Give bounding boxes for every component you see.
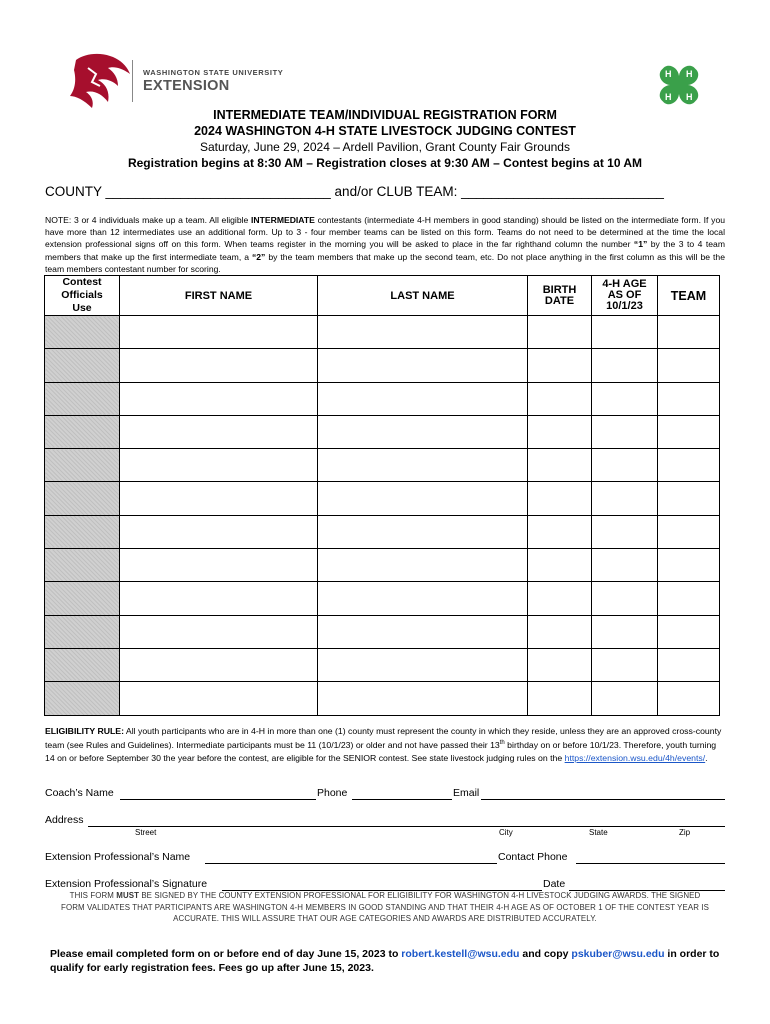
- table-row: [45, 349, 720, 382]
- note-text: by the team members that make up the second team, etc. Do not place anything in the first column as this will be the team members contestant number for scoring.: [45, 251, 725, 274]
- address-label: Address: [45, 814, 84, 826]
- team-note: [45, 214, 725, 275]
- team-cell[interactable]: [658, 549, 720, 582]
- age-cell[interactable]: [592, 682, 658, 715]
- table-row: [45, 515, 720, 548]
- birth-date-cell[interactable]: [528, 615, 592, 648]
- note-text: by the 3 to 4 team members that make up the first intermediate team, a: [45, 239, 725, 262]
- table-row: [45, 682, 720, 715]
- contest-officials-cell: [45, 349, 120, 382]
- email-field[interactable]: [481, 799, 725, 800]
- street-label: Street: [135, 828, 157, 837]
- eligibility-text: birthday on or before 10/1/23. Therefore, youth turning 14 on or before September 30 the year before the contest, are eligible for the SENIOR contest. See state livestock judging rules on the: [45, 740, 717, 763]
- ext-signature-label: Extension Professional’s Signature: [45, 878, 208, 890]
- first-name-cell[interactable]: [120, 582, 318, 615]
- county-field[interactable]: ______________________________: [105, 184, 331, 199]
- note-text: NOTE: 3 or 4 individuals make up a team. All eligible: [45, 215, 252, 225]
- last-name-cell[interactable]: [318, 615, 528, 648]
- email-label: Email: [453, 787, 480, 799]
- contact-phone-field[interactable]: [576, 863, 725, 864]
- first-name-cell[interactable]: [120, 316, 318, 349]
- contest-officials-cell: [45, 449, 120, 482]
- disclaimer-text: THIS FORM: [69, 891, 117, 900]
- contest-title: 2024 WASHINGTON 4-H STATE LIVESTOCK JUDGING CONTEST: [194, 124, 576, 138]
- last-name-cell[interactable]: [318, 449, 528, 482]
- note-number-1: “1”: [633, 239, 648, 250]
- first-name-cell[interactable]: [120, 615, 318, 648]
- age-cell[interactable]: [592, 615, 658, 648]
- table-row: [45, 549, 720, 582]
- club-team-field[interactable]: ___________________________: [461, 184, 664, 199]
- team-cell[interactable]: [658, 316, 720, 349]
- first-name-cell[interactable]: [120, 415, 318, 448]
- first-name-cell[interactable]: [120, 648, 318, 681]
- age-cell[interactable]: [592, 316, 658, 349]
- svg-text:H: H: [665, 92, 672, 102]
- header-contest-officials: Contest Officials Use: [45, 276, 120, 316]
- state-label: State: [589, 828, 608, 837]
- first-name-cell[interactable]: [120, 549, 318, 582]
- age-cell[interactable]: [592, 515, 658, 548]
- last-name-cell[interactable]: [318, 482, 528, 515]
- last-name-cell[interactable]: [318, 682, 528, 715]
- eligibility-rule: [45, 725, 725, 764]
- note-number-2: “2”: [251, 251, 266, 262]
- note-text: contestants (intermediate 4-H members in good standing) should be listed on the intermediate form. If you have more than 12 intermediates use an additional form. Up to 3 - four member teams can be listed on this form. Teams do not need to be determined at the time the local extension professional signs off on this form. When teams register in the morning you will be asked to place in the far righthand column the number: [45, 215, 726, 250]
- first-name-cell[interactable]: [120, 682, 318, 715]
- team-cell[interactable]: [658, 648, 720, 681]
- phone-field[interactable]: [352, 799, 452, 800]
- table-row: [45, 382, 720, 415]
- first-name-cell[interactable]: [120, 449, 318, 482]
- form-title: INTERMEDIATE TEAM/INDIVIDUAL REGISTRATION FORM: [213, 108, 557, 122]
- age-cell[interactable]: [592, 549, 658, 582]
- footer-text: Please email completed form on or before end of day June 15, 2023 to: [50, 948, 402, 960]
- team-cell[interactable]: [658, 615, 720, 648]
- first-name-cell[interactable]: [120, 482, 318, 515]
- contest-officials-cell: [45, 615, 120, 648]
- coach-name-field[interactable]: [120, 799, 316, 800]
- team-cell[interactable]: [658, 449, 720, 482]
- last-name-cell[interactable]: [318, 316, 528, 349]
- coach-name-label: Coach’s Name: [45, 787, 114, 799]
- contest-officials-cell: [45, 316, 120, 349]
- age-cell[interactable]: [592, 582, 658, 615]
- first-name-cell[interactable]: [120, 515, 318, 548]
- university-name: WASHINGTON STATE UNIVERSITY: [143, 68, 284, 77]
- table-row: [45, 316, 720, 349]
- date-label: Date: [543, 878, 566, 890]
- header-4h-age: 4-H AGE AS OF 10/1/23: [592, 276, 658, 316]
- signature-disclaimer: [60, 890, 710, 925]
- eligibility-label: ELIGIBILITY RULE:: [45, 726, 124, 736]
- table-row: [45, 615, 720, 648]
- last-name-cell[interactable]: [318, 582, 528, 615]
- county-label: COUNTY: [45, 184, 102, 199]
- phone-label: Phone: [317, 787, 348, 799]
- eligibility-sup: th: [499, 740, 505, 747]
- team-cell[interactable]: [658, 482, 720, 515]
- contest-officials-cell: [45, 482, 120, 515]
- birth-date-cell[interactable]: [528, 382, 592, 415]
- 4h-clover-icon: [652, 58, 706, 112]
- contest-officials-cell: [45, 682, 120, 715]
- last-name-cell[interactable]: [318, 515, 528, 548]
- header-birth-date: BIRTH DATE: [528, 276, 592, 316]
- table-row: [45, 449, 720, 482]
- birth-date-cell[interactable]: [528, 682, 592, 715]
- contest-officials-cell: [45, 515, 120, 548]
- team-cell[interactable]: [658, 515, 720, 548]
- last-name-cell[interactable]: [318, 382, 528, 415]
- footer-text: in order to qualify for early registration fees. Fees go up after June 15, 2023.: [50, 948, 720, 974]
- team-cell[interactable]: [658, 682, 720, 715]
- table-header-row: [45, 276, 720, 316]
- contest-officials-cell: [45, 648, 120, 681]
- ext-name-label: Extension Professional’s Name: [45, 851, 191, 863]
- wsu-cougar-logo: [70, 52, 132, 108]
- age-cell[interactable]: [592, 482, 658, 515]
- team-cell[interactable]: [658, 415, 720, 448]
- birth-date-cell[interactable]: [528, 515, 592, 548]
- birth-date-cell[interactable]: [528, 316, 592, 349]
- logo-divider: [132, 60, 133, 102]
- team-cell[interactable]: [658, 382, 720, 415]
- disclaimer-text: BE SIGNED BY THE COUNTY EXTENSION PROFESSIONAL FOR ELIGIBILITY FOR WASHINGTON 4-H LIVESTOCK JUDGING AWARDS. THE SIGNED FORM VALIDATES THAT PARTICIPANTS ARE WASHINGTON 4-H MEMBERS IN GOOD STANDING AND THAT THEIR 4-H AGE AS OF OCTOBER 1 OF THE CONTEST YEAR IS ACCURATE. THIS WILL ASSURE THAT OUR AGE CATEGORIES AND AWARDS ARE DISTRIBUTED ACCURATELY.: [61, 891, 709, 923]
- age-cell[interactable]: [592, 415, 658, 448]
- submission-instructions: [50, 947, 730, 975]
- svg-text:H: H: [686, 69, 693, 79]
- header-last-name: LAST NAME: [318, 276, 528, 316]
- registration-times: Registration begins at 8:30 AM – Registration closes at 9:30 AM – Contest begins at 10 AM: [127, 156, 643, 170]
- last-name-cell[interactable]: [318, 648, 528, 681]
- age-cell[interactable]: [592, 349, 658, 382]
- first-name-cell[interactable]: [120, 382, 318, 415]
- city-label: City: [499, 828, 513, 837]
- first-name-cell[interactable]: [120, 349, 318, 382]
- birth-date-cell[interactable]: [528, 549, 592, 582]
- table-row: [45, 415, 720, 448]
- team-cell[interactable]: [658, 349, 720, 382]
- contest-officials-cell: [45, 382, 120, 415]
- last-name-cell[interactable]: [318, 349, 528, 382]
- svg-text:H: H: [665, 69, 672, 79]
- birth-date-cell[interactable]: [528, 648, 592, 681]
- header-team: TEAM: [658, 276, 720, 316]
- last-name-cell[interactable]: [318, 549, 528, 582]
- table-row: [45, 648, 720, 681]
- contest-officials-cell: [45, 582, 120, 615]
- club-team-label: and/or CLUB TEAM:: [334, 184, 458, 199]
- birth-date-cell[interactable]: [528, 582, 592, 615]
- birth-date-cell[interactable]: [528, 449, 592, 482]
- team-cell[interactable]: [658, 582, 720, 615]
- contest-officials-cell: [45, 415, 120, 448]
- address-field[interactable]: [88, 826, 725, 827]
- table-row: [45, 582, 720, 615]
- ext-name-field[interactable]: [205, 863, 497, 864]
- eligibility-text: .: [705, 752, 708, 763]
- contact-phone-label: Contact Phone: [498, 851, 568, 863]
- svg-text:H: H: [686, 92, 693, 102]
- header-first-name: FIRST NAME: [120, 276, 318, 316]
- eligibility-text: All youth participants who are in 4-H in more than one (1) county must represent the county in which they reside, unless they are an approved cross-county team (see Rules and Guidelines). Intermediate participants must be 11 (10/1/23) or older and not have passed their 13: [45, 726, 722, 751]
- registration-table: [44, 275, 720, 716]
- zip-label: Zip: [679, 828, 691, 837]
- birth-date-cell[interactable]: [528, 349, 592, 382]
- email-link-kestell[interactable]: robert.kestell@wsu.edu: [401, 948, 520, 960]
- last-name-cell[interactable]: [318, 415, 528, 448]
- age-cell[interactable]: [592, 449, 658, 482]
- table-row: [45, 482, 720, 515]
- extension-name: EXTENSION: [143, 78, 230, 94]
- birth-date-cell[interactable]: [528, 415, 592, 448]
- birth-date-cell[interactable]: [528, 482, 592, 515]
- age-cell[interactable]: [592, 382, 658, 415]
- footer-text: and copy: [519, 948, 572, 960]
- contest-officials-cell: [45, 549, 120, 582]
- events-link[interactable]: https://extension.wsu.edu/4h/events/: [564, 752, 706, 763]
- email-link-pskuber[interactable]: pskuber@wsu.edu: [571, 948, 665, 960]
- contest-date-location: Saturday, June 29, 2024 – Ardell Pavilion, Grant County Fair Grounds: [200, 140, 570, 154]
- age-cell[interactable]: [592, 648, 658, 681]
- county-line: [45, 184, 664, 199]
- note-bold: INTERMEDIATE: [251, 215, 315, 225]
- disclaimer-bold: MUST: [116, 891, 140, 900]
